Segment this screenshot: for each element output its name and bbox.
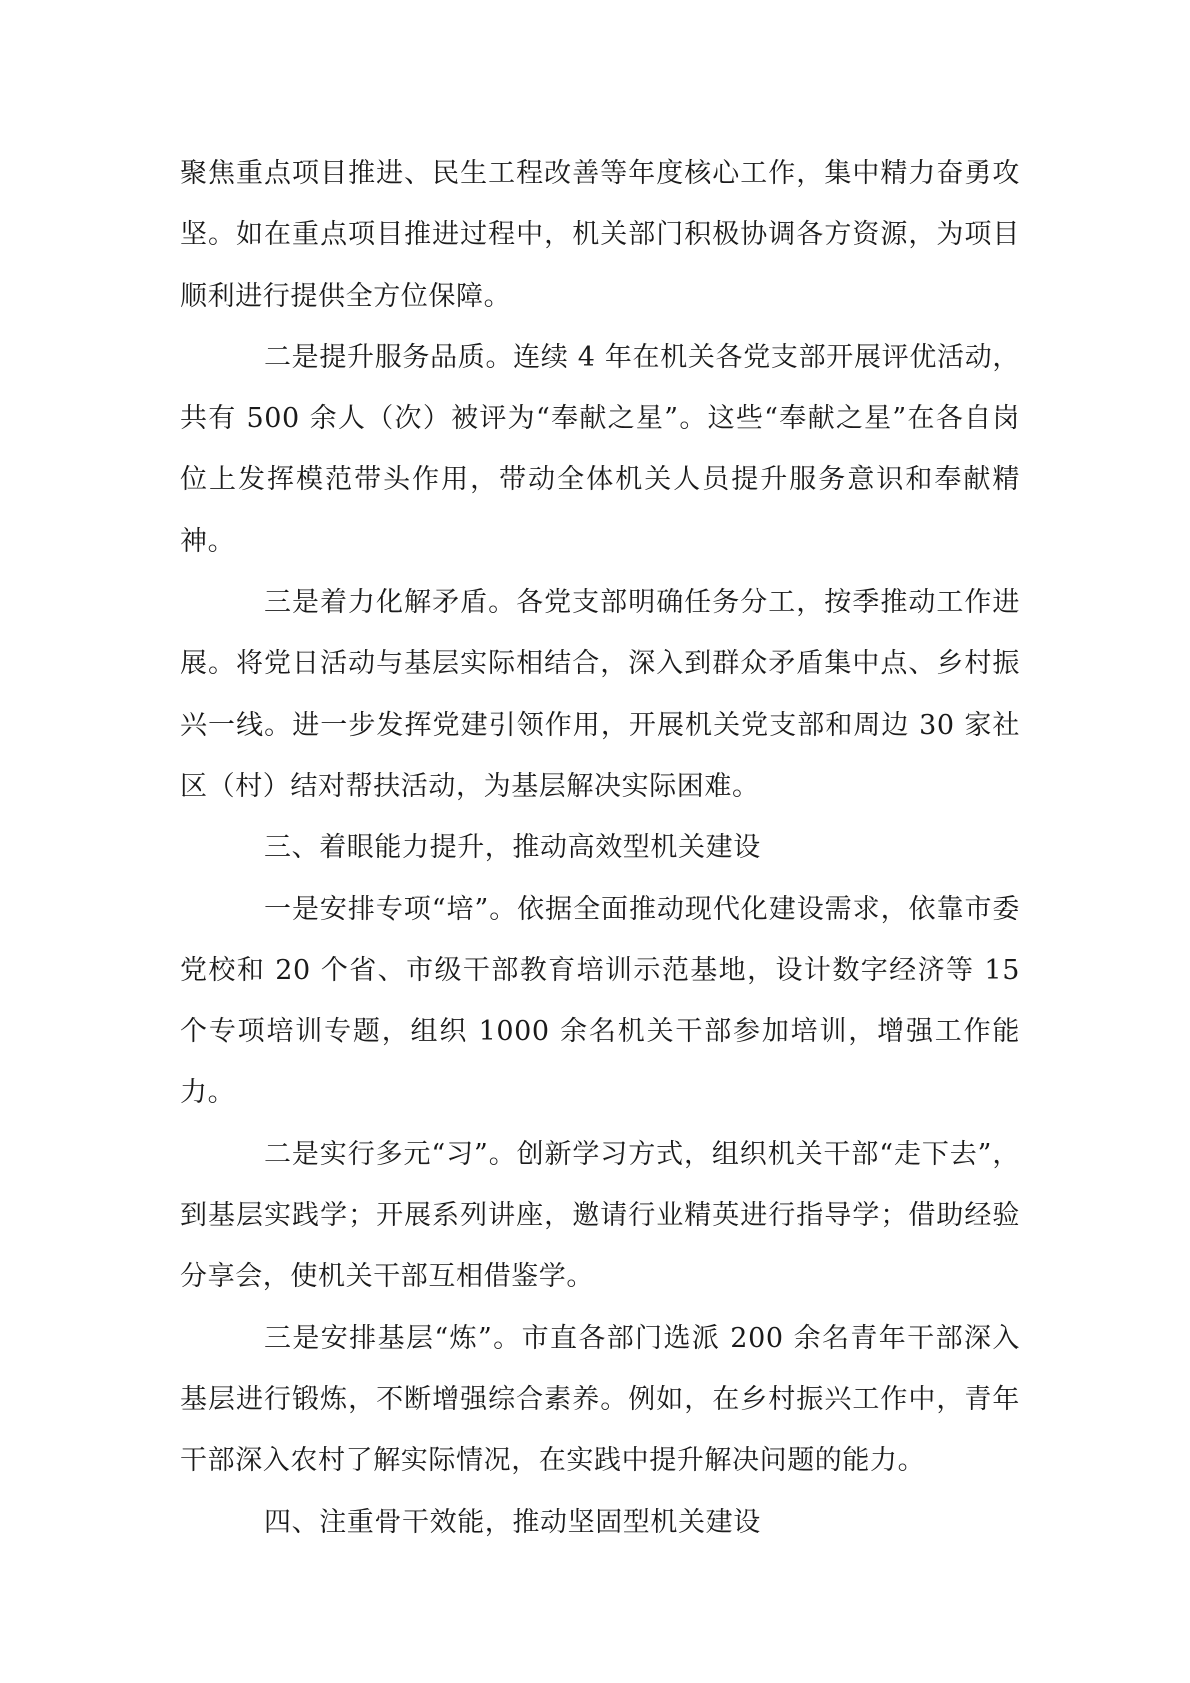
document-body: [180, 143, 1020, 1553]
paragraph-continuation: 聚焦重点项目推进、民生工程改善等年度核心工作，集中精力奋勇攻坚。如在重点项目推进过程中，机关部门积极协调各方资源，为项目顺利进行提供全方位保障。: [180, 158, 1020, 312]
paragraph-learning: 二是实行多元“习”。创新学习方式，组织机关干部“走下去”，到基层实践学；开展系列讲座，邀请行业精英进行指导学；借助经验分享会，使机关干部互相借鉴学。: [180, 1138, 1020, 1293]
paragraph-grassroots: 三是安排基层“炼”。市直各部门选派 200 余名青年干部深入基层进行锻炼，不断增强综合素养。例如，在乡村振兴工作中，青年干部深入农村了解实际情况，在实践中提升解决问题的能力。: [180, 1322, 1020, 1477]
paragraph-service-quality: 二是提升服务品质。连续 4 年在机关各党支部开展评优活动，共有 500 余人（次）被评为“奉献之星”。这些“奉献之星”在各自岗位上发挥模范带头作用，带动全体机关人员提升服务意识和奉献精神。: [180, 341, 1020, 557]
paragraph-resolve-conflicts: 三是着力化解矛盾。各党支部明确任务分工，按季推动工作进展。将党日活动与基层实际相结合，深入到群众矛盾集中点、乡村振兴一线。进一步发挥党建引领作用，开展机关党支部和周边 30 家社区（村）结对帮扶活动，为基层解决实际困难。: [180, 587, 1020, 802]
section-heading-3: 三、着眼能力提升，推动高效型机关建设: [264, 832, 761, 864]
paragraph-training: 一是安排专项“培”。依据全面推动现代化建设需求，依靠市委党校和 20 个省、市级干部教育培训示范基地，设计数字经济等 15 个专项培训专题，组织 1000 余名机关干部参加培训，增强工作能力。: [180, 893, 1020, 1109]
section-heading-4: 四、注重骨干效能，推动坚固型机关建设: [264, 1506, 761, 1538]
